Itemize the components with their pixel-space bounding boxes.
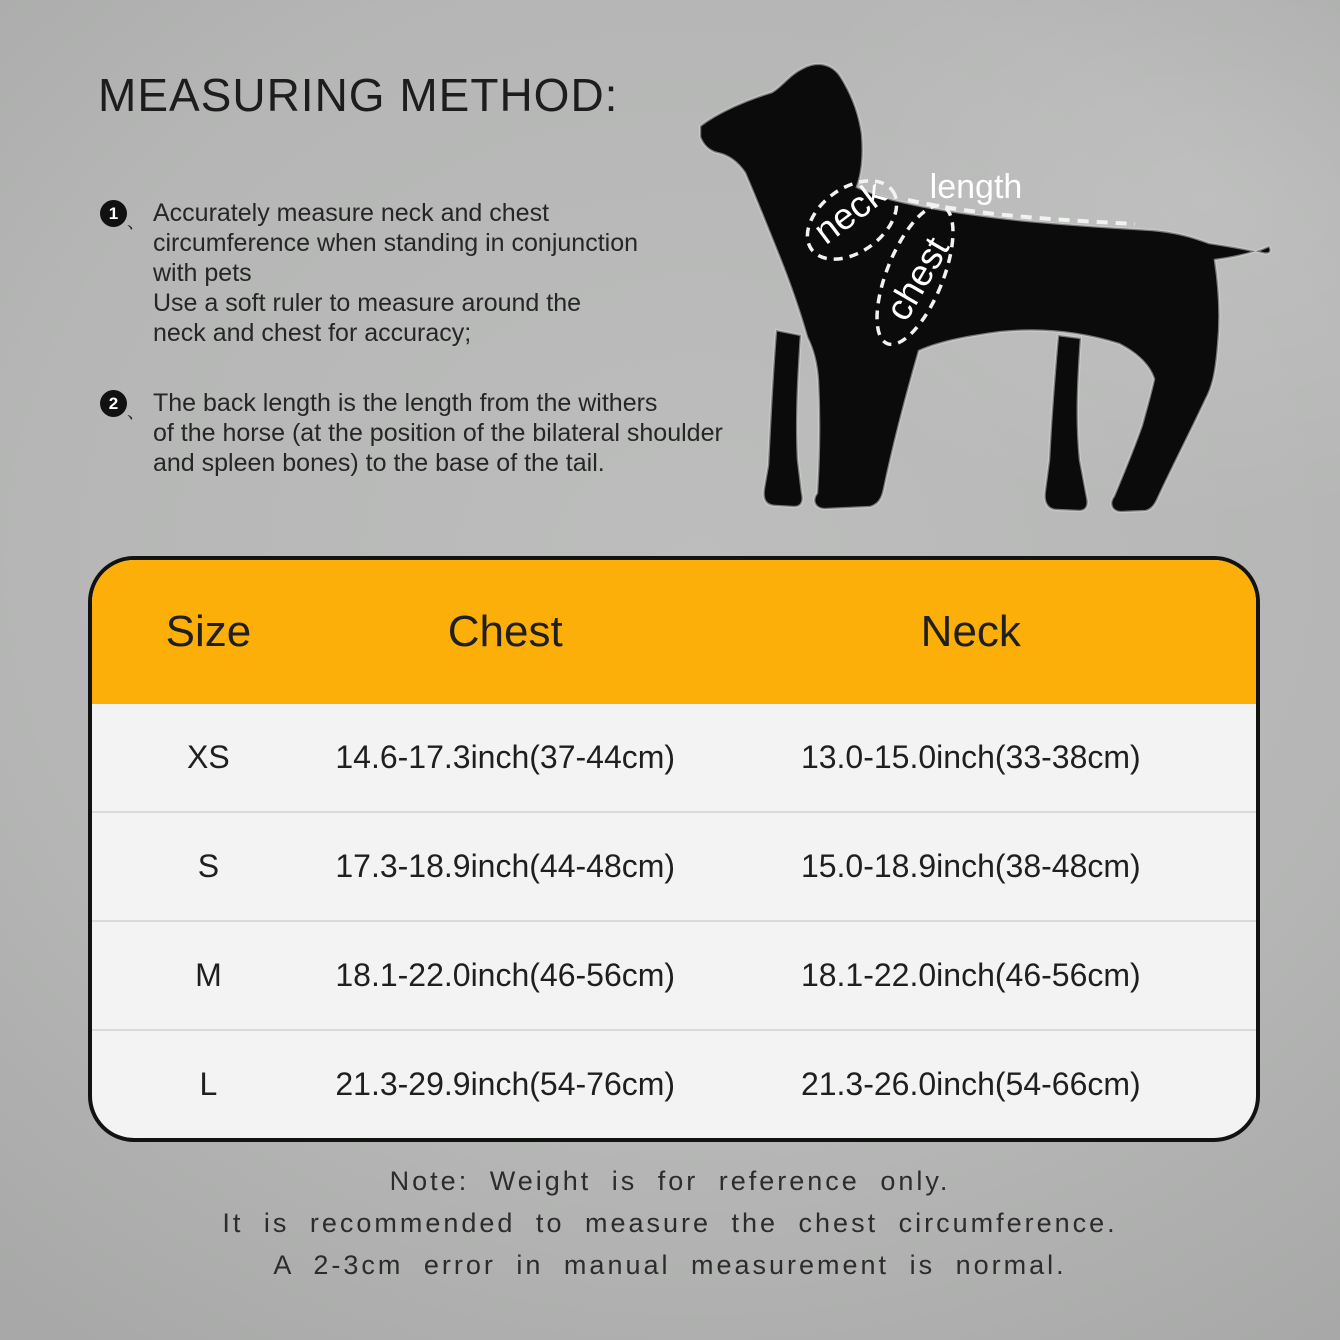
header-chest: Chest (447, 607, 563, 656)
instruction-2-line-3: and spleen bones) to the base of the tail. (153, 449, 605, 477)
dog-silhouette (700, 64, 1271, 512)
cell-chest: 18.1-22.0inch(46-56cm) (335, 957, 676, 993)
footnote (0, 1160, 1340, 1286)
cell-neck: 13.0-15.0inch(33-38cm) (800, 739, 1141, 775)
cell-size: M (195, 957, 222, 993)
ideographic-comma: 、 (127, 212, 145, 232)
instruction-1-line-4: Use a soft ruler to measure around the (153, 289, 582, 317)
instruction-1-line-2: circumference when standing in conjunction (153, 229, 638, 257)
table-row-m (92, 920, 1256, 1029)
number-2-icon: 2 (100, 390, 127, 417)
page-title: MEASURING METHOD: (98, 69, 619, 121)
instruction-2-text (153, 388, 723, 478)
cell-size: XS (187, 739, 230, 775)
ideographic-comma: 、 (127, 402, 145, 422)
table-row-l (92, 1029, 1256, 1138)
neck-label: neck (805, 172, 894, 252)
dog-far-rear-leg (1045, 335, 1088, 511)
table-row-xs (92, 704, 1256, 811)
note-line-1: Note: Weight is for reference only. (389, 1166, 951, 1196)
dog-silhouette-svg (660, 40, 1280, 580)
length-label: length (929, 168, 1023, 206)
instruction-1-line-1: Accurately measure neck and chest (153, 199, 550, 227)
cell-size: S (197, 848, 220, 884)
instruction-2-bullet (100, 388, 153, 424)
instruction-1-text (153, 198, 638, 348)
number-1-icon: 1 (100, 200, 127, 227)
instruction-2 (100, 388, 723, 478)
note-line-2: It is recommended to measure the chest circumference. (222, 1208, 1118, 1238)
header-size: Size (165, 607, 252, 656)
header-neck: Neck (920, 607, 1021, 656)
cell-neck: 18.1-22.0inch(46-56cm) (800, 957, 1141, 993)
cell-neck: 15.0-18.9inch(38-48cm) (800, 848, 1141, 884)
cell-chest: 17.3-18.9inch(44-48cm) (335, 848, 676, 884)
cell-size: L (199, 1066, 218, 1102)
instruction-1 (100, 198, 638, 348)
dog-measurement-diagram (660, 40, 1280, 580)
instruction-1-bullet (100, 198, 153, 234)
instruction-2-line-1: The back length is the length from the withers (153, 389, 658, 417)
size-table (88, 556, 1260, 1142)
table-row-s (92, 811, 1256, 920)
cell-neck: 21.3-26.0inch(54-66cm) (800, 1066, 1141, 1102)
instruction-1-line-5: neck and chest for accuracy; (153, 319, 472, 347)
cell-chest: 21.3-29.9inch(54-76cm) (335, 1066, 676, 1102)
chest-label: chest (877, 230, 958, 328)
dog-far-front-leg (764, 330, 803, 507)
note-line-3: A 2-3cm error in manual measurement is normal. (273, 1250, 1067, 1280)
instruction-1-line-3: with pets (153, 259, 252, 287)
cell-chest: 14.6-17.3inch(37-44cm) (335, 739, 676, 775)
size-table-header (92, 560, 1256, 704)
instruction-2-line-2: of the horse (at the position of the bilateral shoulder (153, 419, 723, 447)
